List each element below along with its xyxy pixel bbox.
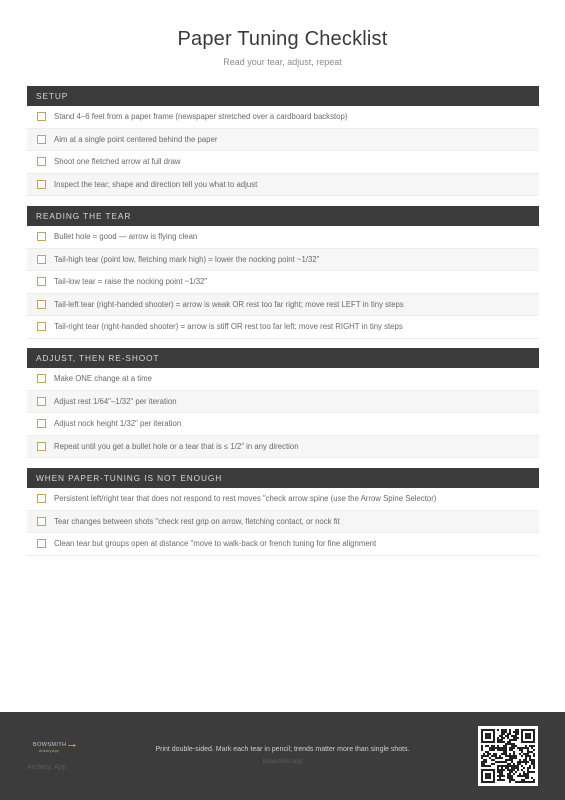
item-label: Tear changes between shots "check rest grip on arrow, fletching contact, or nock fit	[54, 516, 340, 526]
section-header: ADJUST, THEN RE-SHOOT	[27, 348, 539, 368]
brand-subtitle: Archery. App	[27, 764, 67, 771]
section-header: READING THE TEAR	[27, 206, 539, 226]
item-label: Bullet hole = good — arrow is flying clean	[54, 232, 198, 242]
logo-text: BOWSMITH	[33, 742, 67, 748]
checkbox[interactable]	[37, 539, 46, 548]
checklist-item[interactable]	[27, 488, 539, 511]
checkbox[interactable]	[37, 374, 46, 383]
checklist-item[interactable]	[27, 511, 539, 534]
section-adjust-then-reshoot	[27, 348, 539, 458]
checkbox[interactable]	[37, 112, 46, 121]
checkbox[interactable]	[37, 232, 46, 241]
checklist-item[interactable]	[27, 533, 539, 556]
checklist-item[interactable]	[27, 151, 539, 174]
footer	[0, 712, 565, 800]
checklist-item[interactable]	[27, 129, 539, 152]
checkbox[interactable]	[37, 135, 46, 144]
item-label: Adjust nock height 1/32" per iteration	[54, 419, 182, 429]
checkbox[interactable]	[37, 397, 46, 406]
checklist-item[interactable]	[27, 271, 539, 294]
logo-tagline: Archery App	[39, 749, 59, 753]
section-reading-the-tear	[27, 206, 539, 339]
page-subtitle: Read your tear, adjust, repeat	[223, 57, 342, 67]
section-when-not-enough	[27, 468, 539, 556]
item-label: Shoot one fletched arrow at full draw	[54, 157, 181, 167]
checkbox[interactable]	[37, 322, 46, 331]
item-label: Persistent left/right tear that does not respond to rest moves "check arrow spine (use the Arrow Spine Selector)	[54, 494, 437, 504]
footer-note: Print double-sided. Mark each tear in pencil; trends matter more than single shots.	[155, 746, 410, 753]
checkbox[interactable]	[37, 517, 46, 526]
checkbox[interactable]	[37, 277, 46, 286]
checkbox[interactable]	[37, 442, 46, 451]
footer-url[interactable]: bowsmith.app	[262, 758, 303, 765]
item-label: Tail-low tear = raise the nocking point ~1/32"	[54, 277, 208, 287]
checklist-item[interactable]	[27, 249, 539, 272]
checklist-item[interactable]	[27, 174, 539, 197]
checklist-item[interactable]	[27, 226, 539, 249]
item-label: Inspect the tear; shape and direction tell you what to adjust	[54, 179, 258, 189]
checkbox[interactable]	[37, 419, 46, 428]
checklist-item[interactable]	[27, 391, 539, 414]
item-label: Clean tear but groups open at distance "move to walk-back or french tuning for fine alignment	[54, 539, 377, 549]
checklist-item[interactable]	[27, 368, 539, 391]
checklist-item[interactable]	[27, 316, 539, 339]
checklist-item[interactable]	[27, 413, 539, 436]
checklist-item[interactable]	[27, 294, 539, 317]
checkbox[interactable]	[37, 180, 46, 189]
qr-code-icon	[478, 726, 538, 786]
item-label: Repeat until you get a bullet hole or a tear that is ≤ 1/2" in any direction	[54, 441, 299, 451]
item-label: Adjust rest 1/64"–1/32" per iteration	[54, 396, 177, 406]
checkbox[interactable]	[37, 300, 46, 309]
section-header: WHEN PAPER-TUNING IS NOT ENOUGH	[27, 468, 539, 488]
section-setup	[27, 86, 539, 196]
checkbox[interactable]	[37, 157, 46, 166]
checkbox[interactable]	[37, 494, 46, 503]
checklist-item[interactable]	[27, 106, 539, 129]
page-title: Paper Tuning Checklist	[177, 28, 388, 50]
checkbox[interactable]	[37, 255, 46, 264]
item-label: Tail-right tear (right-handed shooter) = arrow is stiff OR rest too far left; move rest RIGHT in tiny steps	[54, 322, 403, 332]
section-header: SETUP	[27, 86, 539, 106]
checklist-item[interactable]	[27, 436, 539, 459]
item-label: Tail-left tear (right-handed shooter) = arrow is weak OR rest too far right; move rest LEFT in tiny steps	[54, 299, 404, 309]
item-label: Make ONE change at a time	[54, 374, 152, 384]
item-label: Aim at a single point centered behind the paper	[54, 134, 218, 144]
item-label: Tail-high tear (point low, fletching mark high) = lower the nocking point ~1/32"	[54, 254, 320, 264]
item-label: Stand 4–6 feet from a paper frame (newspaper stretched over a cardboard backstop)	[54, 112, 348, 122]
